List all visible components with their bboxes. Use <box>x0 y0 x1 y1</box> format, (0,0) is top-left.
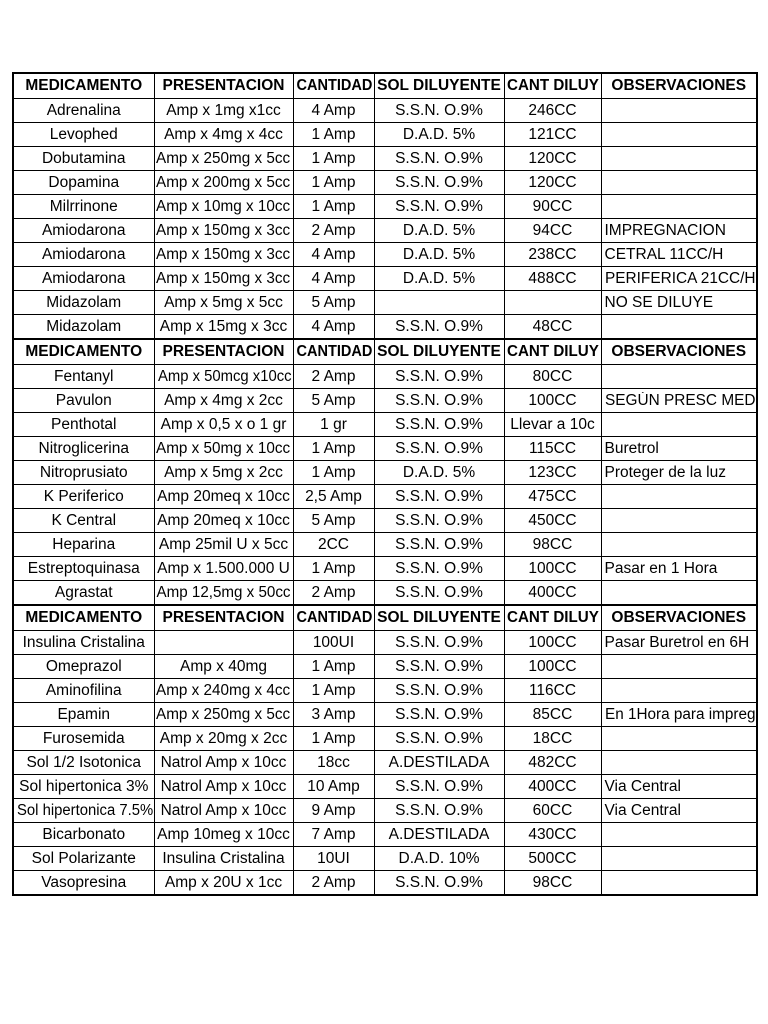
table-row <box>13 365 757 389</box>
cant-diluy-cell: 80CC <box>504 365 601 389</box>
cant-diluy-cell: 116CC <box>504 679 601 703</box>
table-row <box>13 267 757 291</box>
sol-diluyente-cell: D.A.D. 5% <box>374 243 504 267</box>
observaciones-cell: CETRAL 11CC/H <box>601 243 757 267</box>
observaciones-cell: PERIFERICA 21CC/H <box>601 267 757 291</box>
cant-diluy-cell: 100CC <box>504 631 601 655</box>
cant-diluy-cell: 100CC <box>504 389 601 413</box>
presentacion-cell: Amp x 10mg x 10cc <box>154 195 293 219</box>
sol-diluyente-cell: D.A.D. 5% <box>374 461 504 485</box>
observaciones-cell: Proteger de la luz <box>601 461 757 485</box>
cant-diluy-cell: 60CC <box>504 799 601 823</box>
header-sol-diluyente: SOL DILUYENTE <box>374 605 504 631</box>
cant-diluy-cell: 90CC <box>504 195 601 219</box>
sol-diluyente-cell: D.A.D. 10% <box>374 847 504 871</box>
medicamento-cell: Estreptoquinasa <box>13 557 154 581</box>
observaciones-cell: Pasar Buretrol en 6H <box>601 631 757 655</box>
cantidad-cell: 5 Amp <box>293 509 374 533</box>
table-row <box>13 703 757 727</box>
cant-diluy-cell: 123CC <box>504 461 601 485</box>
medicamento-cell: Nitroglicerina <box>13 437 154 461</box>
observaciones-cell <box>601 147 757 171</box>
cantidad-cell: 4 Amp <box>293 315 374 340</box>
section-header-row <box>13 339 757 365</box>
cant-diluy-cell: 98CC <box>504 871 601 896</box>
presentacion-cell: Natrol Amp x 10cc <box>154 775 293 799</box>
cantidad-cell: 1 Amp <box>293 557 374 581</box>
observaciones-cell <box>601 171 757 195</box>
observaciones-cell <box>601 847 757 871</box>
header-cantidad: CANTIDAD <box>293 605 374 631</box>
sol-diluyente-cell: A.DESTILADA <box>374 823 504 847</box>
cant-diluy-cell: 18CC <box>504 727 601 751</box>
header-cant-diluy: CANT DILUY <box>504 339 601 365</box>
table-row <box>13 799 757 823</box>
table-row <box>13 533 757 557</box>
presentacion-cell: Natrol Amp x 10cc <box>154 799 293 823</box>
table-row <box>13 847 757 871</box>
table-row <box>13 485 757 509</box>
cant-diluy-cell: 121CC <box>504 123 601 147</box>
medication-dilution-sheet <box>12 72 756 896</box>
table-row <box>13 557 757 581</box>
presentacion-cell: Insulina Cristalina <box>154 847 293 871</box>
observaciones-cell: Pasar en 1 Hora <box>601 557 757 581</box>
cantidad-cell: 5 Amp <box>293 291 374 315</box>
medicamento-cell: Vasopresina <box>13 871 154 896</box>
table-row <box>13 315 757 340</box>
table-row <box>13 679 757 703</box>
cant-diluy-cell: 120CC <box>504 147 601 171</box>
medicamento-cell: Sol hipertonica 3% <box>13 775 154 799</box>
sol-diluyente-cell: S.S.N. O.9% <box>374 195 504 219</box>
medicamento-cell: Nitroprusiato <box>13 461 154 485</box>
sol-diluyente-cell: S.S.N. O.9% <box>374 365 504 389</box>
table-row <box>13 751 757 775</box>
table-row <box>13 389 757 413</box>
cantidad-cell: 2CC <box>293 533 374 557</box>
presentacion-cell: Amp x 150mg x 3cc <box>154 243 293 267</box>
cantidad-cell: 5 Amp <box>293 389 374 413</box>
observaciones-cell <box>601 581 757 606</box>
medicamento-cell: K Central <box>13 509 154 533</box>
cant-diluy-cell: 85CC <box>504 703 601 727</box>
presentacion-cell: Amp x 250mg x 5cc <box>154 703 293 727</box>
presentacion-cell: Amp x 5mg x 2cc <box>154 461 293 485</box>
sol-diluyente-cell: S.S.N. O.9% <box>374 485 504 509</box>
cantidad-cell: 1 gr <box>293 413 374 437</box>
cant-diluy-cell: 246CC <box>504 99 601 123</box>
observaciones-cell <box>601 533 757 557</box>
cantidad-cell: 1 Amp <box>293 655 374 679</box>
header-presentacion: PRESENTACION <box>154 73 293 99</box>
presentacion-cell: Amp 20meq x 10cc <box>154 485 293 509</box>
medicamento-cell: Pavulon <box>13 389 154 413</box>
cantidad-cell: 100UI <box>293 631 374 655</box>
cant-diluy-cell: 500CC <box>504 847 601 871</box>
table-row <box>13 581 757 606</box>
presentacion-cell: Amp x 50mg x 10cc <box>154 437 293 461</box>
sol-diluyente-cell: S.S.N. O.9% <box>374 533 504 557</box>
medicamento-cell: Insulina Cristalina <box>13 631 154 655</box>
header-cantidad: CANTIDAD <box>293 339 374 365</box>
observaciones-cell <box>601 509 757 533</box>
sol-diluyente-cell: S.S.N. O.9% <box>374 631 504 655</box>
cantidad-cell: 1 Amp <box>293 437 374 461</box>
presentacion-cell: Amp x 20mg x 2cc <box>154 727 293 751</box>
sol-diluyente-cell <box>374 291 504 315</box>
medicamento-cell: Penthotal <box>13 413 154 437</box>
cant-diluy-cell: 475CC <box>504 485 601 509</box>
medicamento-cell: K Periferico <box>13 485 154 509</box>
observaciones-cell <box>601 751 757 775</box>
cantidad-cell: 1 Amp <box>293 123 374 147</box>
medicamento-cell: Epamin <box>13 703 154 727</box>
table-row <box>13 775 757 799</box>
cant-diluy-cell: 94CC <box>504 219 601 243</box>
header-presentacion: PRESENTACION <box>154 339 293 365</box>
observaciones-cell <box>601 123 757 147</box>
cantidad-cell: 1 Amp <box>293 727 374 751</box>
cantidad-cell: 4 Amp <box>293 267 374 291</box>
sol-diluyente-cell: S.S.N. O.9% <box>374 679 504 703</box>
presentacion-cell: Amp x 150mg x 3cc <box>154 267 293 291</box>
sol-diluyente-cell: S.S.N. O.9% <box>374 509 504 533</box>
sol-diluyente-cell: S.S.N. O.9% <box>374 171 504 195</box>
table-row <box>13 171 757 195</box>
sol-diluyente-cell: S.S.N. O.9% <box>374 703 504 727</box>
table-row <box>13 509 757 533</box>
observaciones-cell <box>601 679 757 703</box>
medicamento-cell: Omeprazol <box>13 655 154 679</box>
medicamento-cell: Adrenalina <box>13 99 154 123</box>
cant-diluy-cell: 430CC <box>504 823 601 847</box>
header-cant-diluy: CANT DILUY <box>504 73 601 99</box>
presentacion-cell: Amp 12,5mg x 50cc <box>154 581 293 606</box>
sol-diluyente-cell: S.S.N. O.9% <box>374 99 504 123</box>
presentacion-cell: Amp x 1mg x1cc <box>154 99 293 123</box>
section-header-row <box>13 605 757 631</box>
medicamento-cell: Agrastat <box>13 581 154 606</box>
cant-diluy-cell: 120CC <box>504 171 601 195</box>
sol-diluyente-cell: S.S.N. O.9% <box>374 775 504 799</box>
observaciones-cell: En 1Hora para impreg <box>601 703 757 727</box>
observaciones-cell <box>601 727 757 751</box>
medicamento-cell: Sol Polarizante <box>13 847 154 871</box>
table-row <box>13 727 757 751</box>
observaciones-cell <box>601 195 757 219</box>
medicamento-cell: Aminofilina <box>13 679 154 703</box>
table-row <box>13 123 757 147</box>
medicamento-cell: Amiodarona <box>13 243 154 267</box>
cant-diluy-cell: 238CC <box>504 243 601 267</box>
cantidad-cell: 1 Amp <box>293 147 374 171</box>
cantidad-cell: 1 Amp <box>293 461 374 485</box>
sol-diluyente-cell: S.S.N. O.9% <box>374 799 504 823</box>
cantidad-cell: 3 Amp <box>293 703 374 727</box>
cantidad-cell: 2 Amp <box>293 871 374 896</box>
table-row <box>13 99 757 123</box>
section-header-row <box>13 73 757 99</box>
cantidad-cell: 1 Amp <box>293 195 374 219</box>
header-sol-diluyente: SOL DILUYENTE <box>374 73 504 99</box>
header-cantidad: CANTIDAD <box>293 73 374 99</box>
cant-diluy-cell: 48CC <box>504 315 601 340</box>
observaciones-cell: SEGÚN PRESC MED <box>601 389 757 413</box>
header-sol-diluyente: SOL DILUYENTE <box>374 339 504 365</box>
header-observaciones: OBSERVACIONES <box>601 339 757 365</box>
cant-diluy-cell: 98CC <box>504 533 601 557</box>
cant-diluy-cell: 450CC <box>504 509 601 533</box>
medicamento-cell: Bicarbonato <box>13 823 154 847</box>
medicamento-cell: Fentanyl <box>13 365 154 389</box>
medicamento-cell: Levophed <box>13 123 154 147</box>
cantidad-cell: 2 Amp <box>293 365 374 389</box>
presentacion-cell: Amp x 0,5 x o 1 gr <box>154 413 293 437</box>
sol-diluyente-cell: S.S.N. O.9% <box>374 315 504 340</box>
cantidad-cell: 4 Amp <box>293 99 374 123</box>
observaciones-cell: Via Central <box>601 775 757 799</box>
cant-diluy-cell: 100CC <box>504 557 601 581</box>
table-row <box>13 461 757 485</box>
cantidad-cell: 4 Amp <box>293 243 374 267</box>
medicamento-cell: Amiodarona <box>13 219 154 243</box>
medicamento-cell: Sol 1/2 Isotonica <box>13 751 154 775</box>
table-row <box>13 631 757 655</box>
presentacion-cell: Amp x 4mg x 4cc <box>154 123 293 147</box>
header-medicamento: MEDICAMENTO <box>13 339 154 365</box>
table-row <box>13 413 757 437</box>
sol-diluyente-cell: D.A.D. 5% <box>374 123 504 147</box>
cantidad-cell: 10 Amp <box>293 775 374 799</box>
cant-diluy-cell: Llevar a 10c <box>504 413 601 437</box>
observaciones-cell: IMPREGNACION <box>601 219 757 243</box>
presentacion-cell: Amp x 20U x 1cc <box>154 871 293 896</box>
observaciones-cell <box>601 823 757 847</box>
medicamento-cell: Milrrinone <box>13 195 154 219</box>
sol-diluyente-cell: D.A.D. 5% <box>374 267 504 291</box>
header-medicamento: MEDICAMENTO <box>13 605 154 631</box>
sol-diluyente-cell: S.S.N. O.9% <box>374 437 504 461</box>
medicamento-cell: Dopamina <box>13 171 154 195</box>
observaciones-cell <box>601 365 757 389</box>
header-observaciones: OBSERVACIONES <box>601 73 757 99</box>
presentacion-cell: Amp x 4mg x 2cc <box>154 389 293 413</box>
presentacion-cell: Amp x 5mg x 5cc <box>154 291 293 315</box>
cant-diluy-cell <box>504 291 601 315</box>
cantidad-cell: 1 Amp <box>293 171 374 195</box>
presentacion-cell: Amp 25mil U x 5cc <box>154 533 293 557</box>
observaciones-cell: Buretrol <box>601 437 757 461</box>
medicamento-cell: Heparina <box>13 533 154 557</box>
medicamento-cell: Sol hipertonica 7.5% <box>13 799 154 823</box>
observaciones-cell <box>601 315 757 340</box>
observaciones-cell <box>601 99 757 123</box>
header-medicamento: MEDICAMENTO <box>13 73 154 99</box>
cantidad-cell: 7 Amp <box>293 823 374 847</box>
observaciones-cell <box>601 655 757 679</box>
cant-diluy-cell: 488CC <box>504 267 601 291</box>
sol-diluyente-cell: S.S.N. O.9% <box>374 655 504 679</box>
presentacion-cell: Amp x 40mg <box>154 655 293 679</box>
medicamento-cell: Midazolam <box>13 315 154 340</box>
medication-table-body <box>13 73 757 895</box>
cantidad-cell: 10UI <box>293 847 374 871</box>
header-presentacion: PRESENTACION <box>154 605 293 631</box>
presentacion-cell <box>154 631 293 655</box>
observaciones-cell <box>601 871 757 896</box>
medicamento-cell: Amiodarona <box>13 267 154 291</box>
presentacion-cell: Amp x 1.500.000 U <box>154 557 293 581</box>
presentacion-cell: Amp x 240mg x 4cc <box>154 679 293 703</box>
sol-diluyente-cell: S.S.N. O.9% <box>374 147 504 171</box>
cantidad-cell: 2,5 Amp <box>293 485 374 509</box>
presentacion-cell: Amp 20meq x 10cc <box>154 509 293 533</box>
presentacion-cell: Natrol Amp x 10cc <box>154 751 293 775</box>
cant-diluy-cell: 115CC <box>504 437 601 461</box>
table-row <box>13 219 757 243</box>
table-row <box>13 291 757 315</box>
cant-diluy-cell: 100CC <box>504 655 601 679</box>
sol-diluyente-cell: S.S.N. O.9% <box>374 389 504 413</box>
presentacion-cell: Amp x 200mg x 5cc <box>154 171 293 195</box>
table-row <box>13 147 757 171</box>
cant-diluy-cell: 482CC <box>504 751 601 775</box>
observaciones-cell: NO SE DILUYE <box>601 291 757 315</box>
medicamento-cell: Dobutamina <box>13 147 154 171</box>
sol-diluyente-cell: S.S.N. O.9% <box>374 557 504 581</box>
table-row <box>13 871 757 896</box>
sol-diluyente-cell: S.S.N. O.9% <box>374 871 504 896</box>
medicamento-cell: Furosemida <box>13 727 154 751</box>
cantidad-cell: 9 Amp <box>293 799 374 823</box>
table-row <box>13 823 757 847</box>
cant-diluy-cell: 400CC <box>504 775 601 799</box>
cantidad-cell: 18cc <box>293 751 374 775</box>
presentacion-cell: Amp x 150mg x 3cc <box>154 219 293 243</box>
presentacion-cell: Amp x 250mg x 5cc <box>154 147 293 171</box>
table-row <box>13 195 757 219</box>
observaciones-cell <box>601 413 757 437</box>
header-observaciones: OBSERVACIONES <box>601 605 757 631</box>
sol-diluyente-cell: A.DESTILADA <box>374 751 504 775</box>
sol-diluyente-cell: S.S.N. O.9% <box>374 727 504 751</box>
cantidad-cell: 2 Amp <box>293 219 374 243</box>
presentacion-cell: Amp x 50mcg x10cc <box>154 365 293 389</box>
table-row <box>13 655 757 679</box>
sol-diluyente-cell: D.A.D. 5% <box>374 219 504 243</box>
cantidad-cell: 1 Amp <box>293 679 374 703</box>
cant-diluy-cell: 400CC <box>504 581 601 606</box>
observaciones-cell <box>601 485 757 509</box>
presentacion-cell: Amp x 15mg x 3cc <box>154 315 293 340</box>
medicamento-cell: Midazolam <box>13 291 154 315</box>
header-cant-diluy: CANT DILUY <box>504 605 601 631</box>
presentacion-cell: Amp 10meg x 10cc <box>154 823 293 847</box>
sol-diluyente-cell: S.S.N. O.9% <box>374 581 504 606</box>
table-row <box>13 243 757 267</box>
observaciones-cell: Via Central <box>601 799 757 823</box>
table-row <box>13 437 757 461</box>
medication-table <box>12 72 758 896</box>
cantidad-cell: 2 Amp <box>293 581 374 606</box>
sol-diluyente-cell: S.S.N. O.9% <box>374 413 504 437</box>
